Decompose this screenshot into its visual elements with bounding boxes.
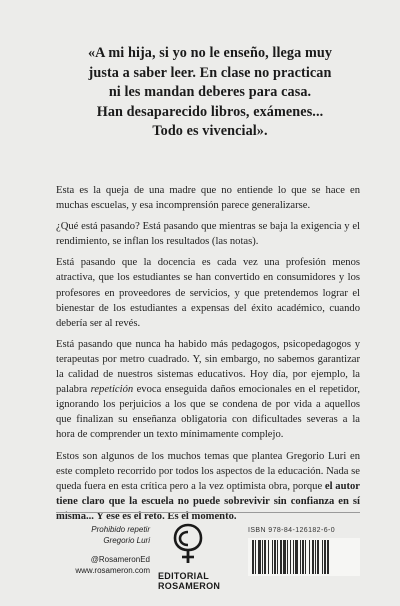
publisher-line: EDITORIAL	[158, 571, 210, 581]
quote-line: Todo es vivencial».	[152, 123, 268, 140]
author-name: Gregorio Luri	[103, 536, 150, 545]
barcode-bar	[327, 540, 329, 574]
barcode-bar	[258, 540, 261, 574]
paragraph: ¿Qué está pasando? Está pasando que mientras se baja la exigencia y el rendimiento, se inflan los resultados (las notas).	[56, 221, 360, 248]
publisher-line: ROSAMERON	[158, 581, 221, 591]
barcode-block	[248, 527, 368, 591]
barcode-bar	[262, 540, 263, 574]
barcode-graphic	[248, 538, 360, 576]
publisher-logo	[158, 523, 221, 593]
barcode-bar	[309, 540, 310, 574]
barcode-bar	[272, 540, 273, 574]
pull-quote	[60, 44, 360, 142]
emphasis-word: repetición	[90, 384, 134, 396]
barcode-bar	[324, 540, 326, 574]
quote-line: ni les mandan deberes para casa.	[108, 84, 312, 101]
barcode-bar	[312, 540, 314, 574]
barcode-bar	[315, 540, 316, 574]
barcode-bar	[255, 540, 256, 574]
barcode-bar	[274, 540, 276, 574]
book-credits	[70, 524, 150, 576]
barcode-bar	[277, 540, 278, 574]
paragraph	[56, 337, 360, 443]
paragraph: Esta es la queja de una madre que no entiende lo que se hace en muchas escuelas, y esa incomprensión parece generalizarse.	[56, 185, 360, 212]
paragraph: Está pasando que la docencia es cada vez una profesión menos atractiva, que los estudiantes se han convertido en consumidores y los profesores en proveedores de servicios, y que pretendemos lograr el bienestar de los estudiantes a expensas del éxito académico, cuando debería ser al revés.	[56, 257, 360, 329]
footer-divider	[56, 512, 360, 513]
publisher-website: www.rosameron.com	[75, 566, 150, 575]
quote-line: Han desaparecido libros, exámenes...	[96, 103, 324, 120]
barcode-bar	[252, 540, 254, 574]
quote-line: justa a saber leer. En clase no practican	[88, 64, 332, 81]
barcode-bar	[295, 540, 298, 574]
barcode-bar	[305, 540, 306, 574]
barcode-bar	[287, 540, 288, 574]
bold-statement: el autor tiene claro que la escuela no puede sobrevivir sin confianza en sí misma... Y ese es el reto. Es el momento.	[56, 480, 360, 522]
book-title: Prohibido repetir	[91, 525, 150, 534]
barcode-bar	[302, 540, 304, 574]
paragraph-text: Está pasando que nunca ha habido más pedagogos, psicopedagogos y terapeutas por metro cuadrado. Y, sin embargo, no sabemos garantizar la calidad de nuestros sistemas educativos. Hoy día, por ejemplo, la palabra	[56, 338, 360, 396]
quote-line: «A mi hija, si yo no le enseño, llega muy	[87, 45, 333, 61]
barcode-bar	[300, 540, 301, 574]
paragraph-text: Nada se queda fuera en esta crítica pero a la vez optimista obra, porque	[56, 465, 360, 492]
barcode-bar	[264, 540, 266, 574]
social-handle: @RosameronEd	[90, 555, 150, 564]
paragraph-text: Estos son algunos de los muchos temas que plantea Gregorio Luri en este completo recorrido por todos los aspectos de la educación.	[56, 450, 360, 477]
rosameron-icon	[172, 523, 204, 565]
barcode-bar	[268, 540, 269, 574]
barcode-bar	[290, 540, 291, 574]
barcode-bar	[280, 540, 282, 574]
blurb-text	[56, 183, 360, 530]
isbn-number: ISBN 978-84-126182-6-0	[248, 527, 336, 534]
barcode	[248, 538, 360, 576]
barcode-bar	[293, 540, 294, 574]
barcode-bar	[322, 540, 323, 574]
barcode-bar	[317, 540, 319, 574]
barcode-bar	[283, 540, 286, 574]
paragraph-text: evoca enseguida daños emocionales en el repetidor, ignorando los perjuicios a los que se condena de por vida a aquellos que finalizan su enseñanza obligatoria con dificultades severas a la hora de comprender un texto mínimamente complejo.	[56, 384, 360, 441]
